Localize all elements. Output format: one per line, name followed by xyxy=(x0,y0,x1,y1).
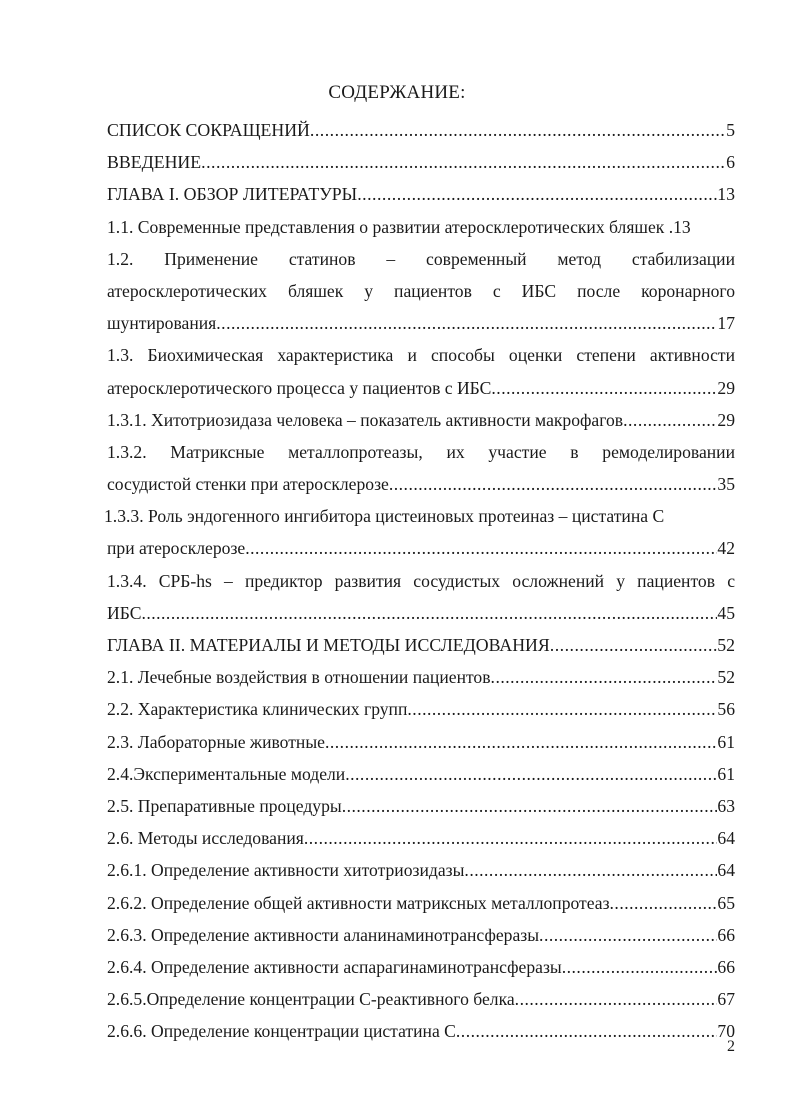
toc-entry-text: 2.4.Экспериментальные модели xyxy=(107,763,346,784)
toc-leader xyxy=(304,822,718,854)
toc-entry-2-6-4 xyxy=(107,951,735,983)
toc-entry-page: 29 xyxy=(717,377,735,398)
toc-entry-2-6-5 xyxy=(107,983,735,1015)
toc-leader xyxy=(491,661,718,693)
toc-entry-text: 2.5. Препаративные процедуры xyxy=(107,795,342,816)
toc-leader xyxy=(141,597,717,629)
toc-leader xyxy=(550,629,717,661)
toc-entry-2-1 xyxy=(107,661,735,693)
toc-leader xyxy=(342,790,718,822)
toc-entry-1-3-3-line1: 1.3.3. Роль эндогенного ингибитора цистеиновых протеиназ – цистатина С xyxy=(104,506,665,527)
toc-entry-text: ВВЕДЕНИЕ xyxy=(107,152,202,173)
toc-leader xyxy=(456,1015,718,1047)
toc-entry-page: 61 xyxy=(717,731,735,752)
toc-leader xyxy=(201,146,726,178)
toc-entry-page: 52 xyxy=(717,635,735,655)
toc-entry-2-6-2 xyxy=(107,887,735,919)
page-number: 2 xyxy=(727,1038,735,1055)
toc-leader xyxy=(464,854,717,886)
toc-entry-page: 5 xyxy=(726,120,735,140)
toc-entry-1-3-line2 xyxy=(107,372,735,404)
toc-entry-page: 52 xyxy=(717,667,735,688)
toc-leader xyxy=(216,307,717,339)
toc-entry-1-3-3-line2 xyxy=(107,532,735,564)
toc-leader xyxy=(562,951,718,983)
toc-entry-1-2-line3 xyxy=(107,307,735,339)
toc-leader xyxy=(245,532,717,564)
toc-entry-page: 66 xyxy=(717,956,735,977)
toc-entry-1-3-2-line1: 1.3.2. Матриксные металлопротеазы, их участие в ремоделировании xyxy=(107,441,735,462)
toc-entry-page: 65 xyxy=(717,892,735,913)
page-title: СОДЕРЖАНИЕ: xyxy=(328,82,466,103)
toc-entry-page: 42 xyxy=(717,538,735,559)
toc-leader xyxy=(491,372,717,404)
toc-entry-page: 64 xyxy=(717,860,735,881)
toc-entry-page: 6 xyxy=(726,152,735,173)
toc-entry-text: 2.6.1. Определение активности хитотриозидазы xyxy=(107,860,465,881)
toc-entry-abbreviations xyxy=(107,114,735,146)
toc-leader xyxy=(310,114,726,146)
toc-entry-text: ИБС xyxy=(107,602,142,623)
toc-entry-1-3-4-line2 xyxy=(107,597,735,629)
toc-entry-text: 2.6. Методы исследования xyxy=(107,828,304,849)
toc-entry-page: 56 xyxy=(717,699,735,720)
toc-entry-2-4 xyxy=(107,758,735,790)
toc-entry-text: сосудистой стенки при атеросклерозе xyxy=(107,474,389,495)
toc-leader xyxy=(389,468,718,500)
toc-leader xyxy=(345,758,717,790)
toc-entry-page: 29 xyxy=(717,409,735,430)
toc-entry-text: 2.1. Лечебные воздействия в отношении пациентов xyxy=(107,667,491,688)
toc-entry-1-3-4-line1: 1.3.4. СРБ-hs – предиктор развития сосудистых осложнений у пациентов с xyxy=(107,570,735,591)
toc-entry-chapter-2 xyxy=(107,629,735,661)
toc-entry-1-3-2-line2 xyxy=(107,468,735,500)
toc-entry-text: ГЛАВА II. МАТЕРИАЛЫ И МЕТОДЫ ИССЛЕДОВАНИЯ xyxy=(107,635,550,655)
toc-entry-text: шунтирования xyxy=(107,313,217,334)
toc-entry-2-6 xyxy=(107,822,735,854)
toc-entry-page: 61 xyxy=(717,763,735,784)
toc-leader xyxy=(623,404,717,436)
toc-entry-page: 13 xyxy=(717,184,735,205)
toc-entry-text: при атеросклерозе xyxy=(107,538,246,559)
toc-entry-text: 2.6.3. Определение активности аланинаминотрансферазы xyxy=(107,924,540,945)
toc-leader xyxy=(325,726,717,758)
table-of-contents xyxy=(104,114,735,1047)
toc-entry-1-3-1 xyxy=(107,404,735,436)
toc-entry-text: 2.6.4. Определение активности аспарагинаминотрансферазы xyxy=(107,956,562,977)
toc-entry-text: атеросклеротического процесса у пациентов с ИБС xyxy=(107,377,492,398)
toc-entry-text: 2.3. Лабораторные животные xyxy=(107,731,325,752)
toc-entry-page: 45 xyxy=(717,602,735,623)
toc-entry-2-6-3 xyxy=(107,919,735,951)
toc-entry-1-3-line1: 1.3. Биохимическая характеристика и способы оценки степени активности xyxy=(107,345,735,366)
toc-entry-text: 1.3.1. Хитотриозидаза человека – показатель активности макрофагов xyxy=(107,409,624,430)
toc-entry-text: 2.6.2. Определение общей активности матриксных металлопротеаз xyxy=(107,892,610,913)
toc-entry-2-3 xyxy=(107,726,735,758)
toc-entry-2-6-1 xyxy=(107,854,735,886)
toc-entry-page: 63 xyxy=(717,795,735,816)
toc-entry-page: 67 xyxy=(717,989,735,1010)
toc-entry-introduction xyxy=(107,146,735,178)
toc-entry-2-5 xyxy=(107,790,735,822)
toc-entry-page: 66 xyxy=(717,924,735,945)
toc-entry-text: 2.6.6. Определение концентрации цистатина С xyxy=(107,1021,456,1042)
toc-entry-2-6-6 xyxy=(107,1015,735,1047)
toc-entry-2-2 xyxy=(107,693,735,725)
toc-entry-page: 70 xyxy=(717,1021,735,1042)
toc-entry-page: 17 xyxy=(717,313,735,334)
toc-leader xyxy=(515,983,718,1015)
toc-entry-1-2-line1: 1.2. Применение статинов – современный метод стабилизации xyxy=(107,248,735,269)
toc-entry-text: 2.6.5.Определение концентрации С-реактивного белка xyxy=(107,989,515,1010)
toc-entry-text: 2.2. Характеристика клинических групп xyxy=(107,699,408,720)
toc-leader xyxy=(610,887,718,919)
toc-entry-1-1: 1.1. Современные представления о развитии атеросклеротических бляшек .13 xyxy=(107,216,691,237)
toc-entry-page: 35 xyxy=(717,474,735,495)
toc-entry-text: СПИСОК СОКРАЩЕНИЙ xyxy=(107,120,310,140)
toc-leader xyxy=(539,919,717,951)
toc-entry-1-2-line2: атеросклеротических бляшек у пациентов с ИБС после коронарного xyxy=(107,280,735,301)
toc-entry-chapter-1 xyxy=(107,178,735,210)
toc-entry-text: ГЛАВА I. ОБЗОР ЛИТЕРАТУРЫ xyxy=(107,184,358,205)
toc-leader xyxy=(357,178,717,210)
toc-entry-page: 64 xyxy=(717,828,735,849)
toc-leader xyxy=(407,693,717,725)
